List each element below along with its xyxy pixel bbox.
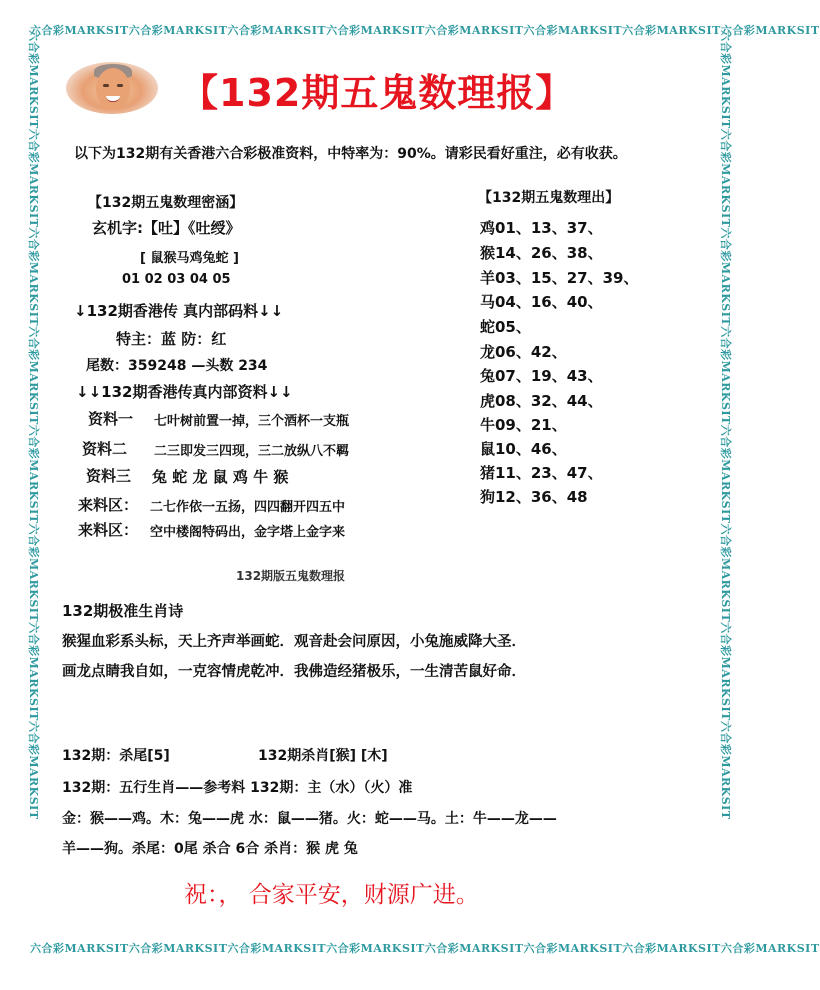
middle-caption: 132期版五鬼数理报 (236, 569, 346, 583)
five-elements: 132期：五行生肖——参考料 132期：主（水）（火）准 (62, 780, 413, 796)
data-row-2-label: 资料二 (82, 440, 128, 458)
secret-title: 【132期五鬼数理密涵】 (88, 195, 244, 211)
right-title: 【132期五鬼数理出】 (478, 190, 620, 206)
tail-head-numbers: 尾数：359248 —头数 234 (86, 358, 268, 374)
zodiac-list-item: 猴14、26、38、 (480, 244, 603, 262)
border-left-text (22, 30, 48, 960)
kill-zodiac: 132期杀肖[猴] [木] (258, 748, 388, 764)
blessing-text: 祝：， 合家平安，财源广进。 (184, 882, 479, 908)
data-row-4-text: 二七作依一五扬，四四翻开四五中 (150, 500, 346, 515)
zodiac-list-item: 马04、16、40、 (480, 293, 603, 311)
data-row-5-label: 来料区： (78, 521, 139, 539)
last-line: 羊——狗。杀尾：0尾 杀合 6合 杀肖：猴 虎 兔 (62, 841, 358, 857)
data-row-1-label: 资料一 (88, 410, 134, 428)
poem-line-1: 猴猩血彩系头标，天上齐声举画蛇．观音赴会问原因，小兔施威降大圣． (62, 634, 526, 650)
page-title: 【132期五鬼数理报】 (180, 71, 575, 115)
data-row-3-label: 资料三 (86, 467, 132, 485)
zodiac-list-item: 牛09、21、 (480, 416, 567, 434)
zodiac-list-item: 鼠10、46、 (480, 440, 567, 458)
border-right-text (714, 30, 740, 960)
data-row-4-label: 来料区： (78, 496, 139, 514)
zodiac-list-item: 虎08、32、44、 (480, 392, 603, 410)
zodiac-list-item: 兔07、19、43、 (480, 367, 603, 385)
hk-code-title: ↓132期香港传 真内部码料↓↓ (74, 302, 284, 320)
zodiac-list-item: 猪11、23、47、 (480, 464, 603, 482)
avatar-eye-right (117, 84, 123, 87)
border-bottom-text (30, 936, 820, 962)
zodiac-set: [ 鼠猴马鸡兔蛇 ] (140, 251, 239, 266)
border-right-label: 六合彩MARKSIT六合彩MARKSIT六合彩MARKSIT六合彩MARKSIT六合彩MARKSIT六合彩MARKSIT六合彩MARKSIT六合彩MARKSIT (719, 30, 732, 820)
data-row-3-text: 兔 蛇 龙 鼠 鸡 牛 猴 (152, 468, 289, 486)
border-bottom-label: 六合彩MARKSIT六合彩MARKSIT六合彩MARKSIT六合彩MARKSIT六合彩MARKSIT六合彩MARKSIT六合彩MARKSIT六合彩MARKSIT (30, 942, 820, 955)
avatar-eye-left (103, 84, 109, 87)
elements-line: 金：猴——鸡。木：兔——虎 水：鼠——猪。火：蛇——马。土：牛——龙—— (62, 811, 557, 827)
border-top-text: 六合彩MARKSIT六合彩MARKSIT六合彩MARKSIT六合彩MARKSIT六合彩MARKSIT六合彩MARKSIT六合彩MARKSIT六合彩MARKSIT (30, 24, 820, 37)
mystery-word: 玄机字:【吐】《吐绶》 (92, 219, 241, 237)
zodiac-list-item: 蛇05、 (480, 318, 531, 336)
data-row-2-text: 二三即发三四现，三二放纵八不羁 (154, 444, 350, 459)
hk-data-title: ↓↓132期香港传真内部资料↓↓ (76, 383, 293, 401)
data-row-1-text: 七叶树前置一掉，三个酒杯一支瓶 (154, 414, 350, 429)
zodiac-list-item: 羊03、15、27、39、 (480, 269, 639, 287)
numbers-line: 01 02 03 04 05 (122, 272, 231, 287)
main-defense: 特主：蓝 防：红 (116, 330, 227, 348)
border-left-label: 六合彩MARKSIT六合彩MARKSIT六合彩MARKSIT六合彩MARKSIT六合彩MARKSIT六合彩MARKSIT六合彩MARKSIT六合彩MARKSIT (27, 30, 40, 820)
zodiac-list-item: 狗12、36、48 (480, 488, 588, 506)
zodiac-list-item: 鸡01、13、37、 (480, 219, 603, 237)
data-row-5-text: 空中楼阁特码出，金字塔上金字来 (150, 525, 346, 540)
intro-text: 以下为132期有关香港六合彩极准资料，中特率为：90%。请彩民看好重注，必有收获。 (74, 146, 627, 162)
avatar-image (66, 62, 158, 114)
zodiac-list-item: 龙06、42、 (480, 343, 567, 361)
kill-tail: 132期：杀尾[5] (62, 748, 170, 764)
poem-line-2: 画龙点睛我自如，一克容情虎乾冲．我佛造经猪极乐，一生清苦鼠好命． (62, 664, 526, 680)
poem-title: 132期极准生肖诗 (62, 602, 184, 620)
avatar-face (96, 68, 130, 110)
